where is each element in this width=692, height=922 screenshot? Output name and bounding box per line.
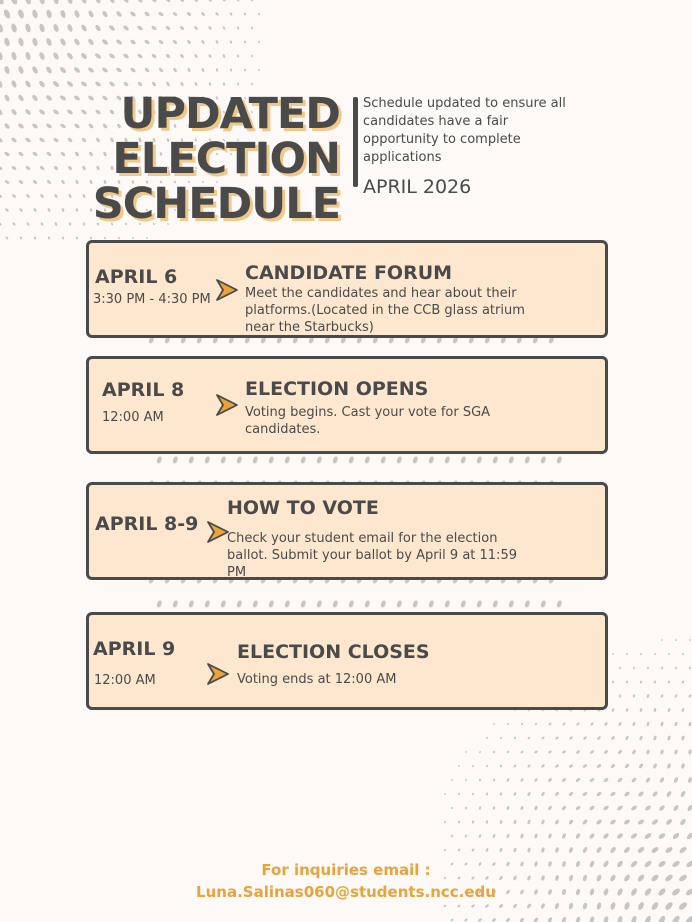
event-time: 12:00 AM xyxy=(94,673,156,688)
event-time: 3:30 PM - 4:30 PM xyxy=(93,292,211,307)
event-heading: ELECTION CLOSES xyxy=(237,641,430,663)
schedule-month: APRIL 2026 xyxy=(363,176,472,198)
event-time: 12:00 AM xyxy=(102,410,164,425)
event-heading: ELECTION OPENS xyxy=(245,378,429,400)
event-card-election-opens xyxy=(86,356,608,454)
event-description: Voting ends at 12:00 AM xyxy=(237,672,397,687)
event-heading: CANDIDATE FORUM xyxy=(245,262,453,284)
event-heading: HOW TO VOTE xyxy=(227,497,379,519)
event-description: Check your student email for the election ballot. Submit your ballot by April 9 at 11:59 PM xyxy=(227,531,517,580)
event-description: Voting begins. Cast your vote for SGA candidates. xyxy=(245,405,491,437)
arrow-pointer-icon xyxy=(206,662,230,686)
contact-footer xyxy=(0,859,692,903)
event-card-how-to-vote xyxy=(86,482,608,580)
event-date: APRIL 9 xyxy=(93,638,176,660)
title-line-3: SCHEDULE xyxy=(92,179,340,229)
event-card-candidate-forum xyxy=(86,240,608,338)
footer-label: For inquiries email : xyxy=(261,861,431,879)
title-line-2: ELECTION xyxy=(112,134,340,184)
arrow-pointer-icon xyxy=(215,278,239,302)
event-date: APRIL 8 xyxy=(102,379,185,401)
event-description: Meet the candidates and hear about their platforms.(Located in the CCB glass atrium near the Starbucks) xyxy=(245,286,525,335)
event-date: APRIL 8-9 xyxy=(95,513,199,535)
event-date: APRIL 6 xyxy=(95,266,178,288)
event-card-election-closes xyxy=(86,612,608,710)
arrow-pointer-icon xyxy=(215,393,239,417)
schedule-note: Schedule updated to ensure all candidates have a fair opportunity to complete applications xyxy=(363,96,566,165)
page-title xyxy=(88,89,340,229)
title-line-1: UPDATED xyxy=(120,89,340,139)
contact-email-link[interactable]: Luna.Salinas060@students.ncc.edu xyxy=(196,883,496,901)
title-divider xyxy=(353,97,358,187)
